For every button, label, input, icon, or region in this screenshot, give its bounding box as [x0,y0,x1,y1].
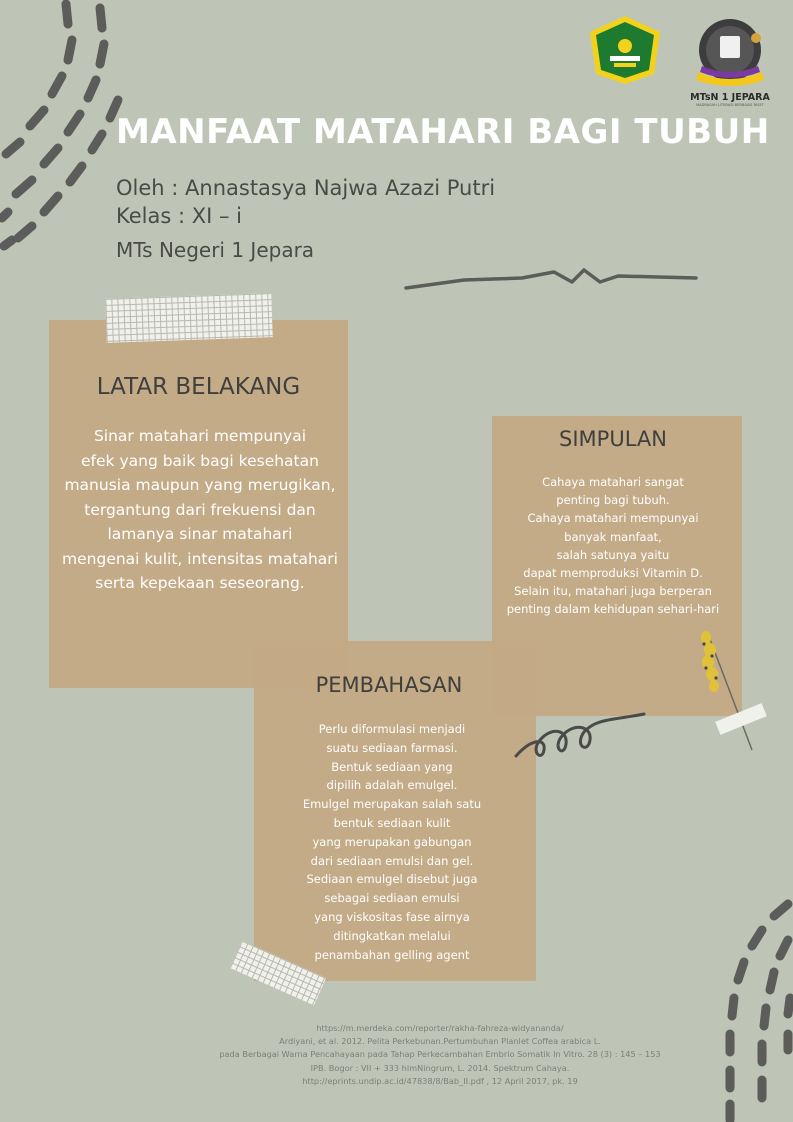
reference-line: IPB. Bogor : VII + 333 hlmNingrum, L. 2014. Spektrum Cahaya. [310,1062,570,1073]
washi-tape-top [105,293,272,343]
zigzag-line-decoration [404,266,700,294]
reference-line: http://eprints.undip.ac.id/47838/8/Bab_II.pdf , 12 April 2017, pk. 19 [302,1075,578,1086]
reference-line: Ardiyani, et al. 2012. Pelita Perkebunan.Pertumbuhan Planlet Coffea arabica L. [279,1036,601,1047]
class-line: Kelas : XI – i [116,204,242,228]
madrasah-subcaption: MADRASAH LITERASI BERBASIS RISET [696,103,764,107]
author-line: Oleh : Annastasya Najwa Azazi Putri [116,176,496,200]
pressed-flower-decoration [690,624,770,754]
simpulan-text: Cahaya matahari sangat penting bagi tubuh. Cahaya matahari mempunyai banyak manfaat, salah satunya yaitu dapat memproduksi Vitamin D. Selain itu, matahari juga berperan penting dalam kehidupan sehari-hari [506,475,720,617]
pembahasan-title: PEMBAHASAN [315,673,463,697]
references-block [200,1022,680,1088]
madrasah-literasi-logo [684,14,776,110]
dash-trail-bottom-right [700,890,793,1122]
simpulan-title: SIMPULAN [559,427,667,451]
page-title: MANFAAT MATAHARI BAGI TUBUH [116,112,770,152]
swirl-line-decoration [512,708,648,764]
latar-belakang-text: Sinar matahari mempunyai efek yang baik bagi kesehatan manusia maupun yang merugikan, tergantung dari frekuensi dan lamanya sinar matahari mengenai kulit, intensitas matahari serta kepekaan seseorang. [62,427,338,592]
madrasah-literasi-emblem-icon [684,14,776,92]
madrasah-caption: MTsN 1 JEPARA [690,92,770,103]
reference-line: https://m.merdeka.com/reporter/rakha-fahreza-widyananda/ [316,1023,564,1033]
school-line: MTs Negeri 1 Jepara [116,238,315,262]
reference-line: pada Berbagai Warna Pencahayaan pada Tahap Perkecambahan Embrio Somatik In Vitro. 28 (3) : 145 – 153 [219,1049,661,1060]
pembahasan-text: Perlu diformulasi menjadi suatu sediaan farmasi. Bentuk sediaan yang dipilih adalah emulgel. Emulgel merupakan salah satu bentuk sediaan kulit yang merupakan gabungan dari sediaan emulsi dan gel. Sediaan emulgel disebut juga sebagai sediaan emulsi yang viskositas fase airnya ditingkatkan melalui penambahan gelling agent [302,722,482,962]
latar-belakang-title: LATAR BELAKANG [96,374,301,400]
kemenag-emblem-icon [586,14,664,86]
